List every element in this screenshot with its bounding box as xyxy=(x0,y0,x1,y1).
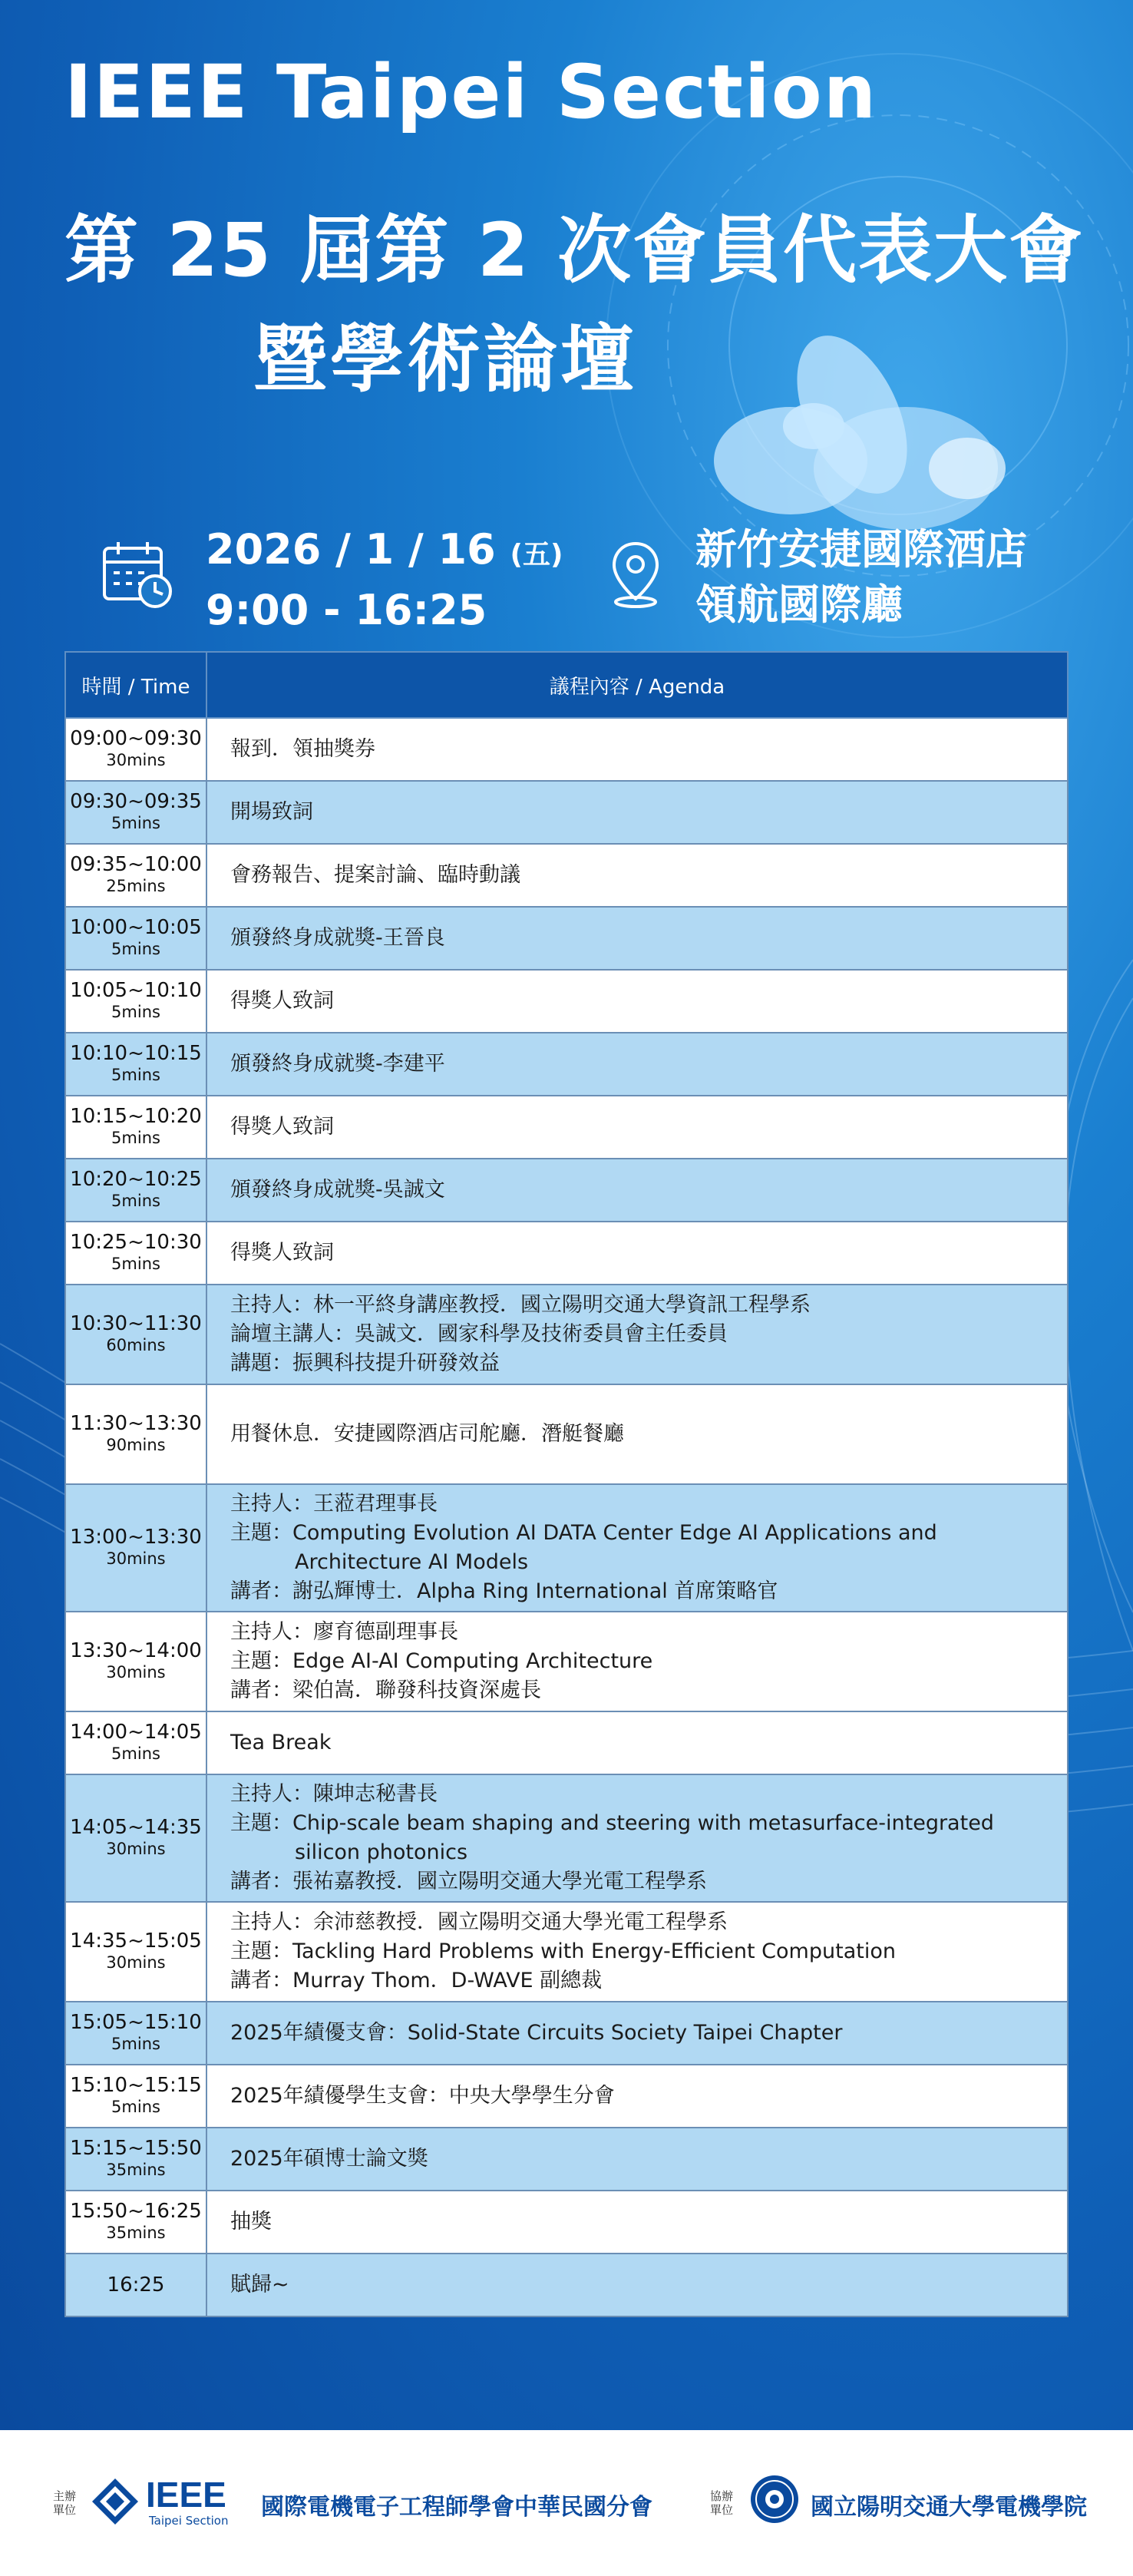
calendar-icon xyxy=(101,539,175,610)
agenda-line: 頒發終身成就獎-吳誠文 xyxy=(230,1178,445,1202)
agenda-time-cell xyxy=(65,1384,206,1484)
duration: 5mins xyxy=(111,1744,160,1763)
duration: 5mins xyxy=(111,1255,160,1273)
duration: 5mins xyxy=(111,814,160,832)
agenda-row xyxy=(65,1612,1068,1711)
agenda-content-cell xyxy=(206,2254,1068,2316)
agenda-line: 會務報告、提案討論、臨時動議 xyxy=(230,863,520,887)
host-organization: 國際電機電子工程師學會中華民國分會 xyxy=(261,2494,652,2521)
agenda-row xyxy=(65,2002,1068,2065)
agenda-time-cell xyxy=(65,1285,206,1384)
agenda-line: 講者：Murray Thom．D-WAVE 副總裁 xyxy=(230,1969,603,1992)
agenda-line: 頒發終身成就獎-李建平 xyxy=(230,1052,445,1076)
title-chinese-line1: 第 25 屆第 2 次會員代表大會 xyxy=(64,207,1085,293)
university-seal-icon xyxy=(749,2474,800,2525)
duration: 5mins xyxy=(111,1129,160,1147)
agenda-time-cell xyxy=(65,907,206,970)
agenda-time-cell xyxy=(65,1774,206,1902)
time-range: 11:30~13:30 xyxy=(70,1412,202,1435)
agenda-row xyxy=(65,1711,1068,1774)
agenda-time-cell xyxy=(65,1096,206,1159)
duration: 90mins xyxy=(106,1436,166,1454)
agenda-row xyxy=(65,1484,1068,1612)
agenda-content-cell xyxy=(206,2065,1068,2128)
time-range: 09:30~09:35 xyxy=(70,790,202,813)
agenda-content-cell xyxy=(206,1484,1068,1612)
time-range: 15:15~15:50 xyxy=(70,2137,202,2160)
agenda-content-cell xyxy=(206,1285,1068,1384)
agenda-content-cell xyxy=(206,1222,1068,1285)
agenda-line: 得獎人致詞 xyxy=(230,989,334,1013)
agenda-line: 主持人：王蒞君理事長 xyxy=(230,1492,438,1516)
agenda-line: 用餐休息．安捷國際酒店司舵廳．潛艇餐廳 xyxy=(230,1422,624,1446)
agenda-time-cell xyxy=(65,2128,206,2191)
event-venue xyxy=(695,522,1027,633)
ieee-subtitle: Taipei Section xyxy=(149,2514,229,2528)
agenda-content-cell xyxy=(206,1612,1068,1711)
agenda-row xyxy=(65,1222,1068,1285)
time-range: 10:05~10:10 xyxy=(70,979,202,1002)
time-range: 14:05~14:35 xyxy=(70,1816,202,1839)
agenda-content-cell xyxy=(206,2002,1068,2065)
agenda-row xyxy=(65,1774,1068,1902)
duration: 30mins xyxy=(106,1953,166,1972)
agenda-line: 主題：Computing Evolution AI DATA Center Edge AI Applications and Architecture AI Models xyxy=(230,1521,937,1574)
agenda-row xyxy=(65,718,1068,781)
agenda-line: 抽獎 xyxy=(230,2210,272,2234)
agenda-row xyxy=(65,2065,1068,2128)
agenda-content-cell xyxy=(206,1902,1068,2002)
agenda-row xyxy=(65,1285,1068,1384)
title-chinese-line2: 暨學術論壇 xyxy=(253,316,637,402)
agenda-row xyxy=(65,1159,1068,1222)
time-range: 09:00~09:30 xyxy=(70,727,202,750)
duration: 25mins xyxy=(106,877,166,895)
agenda-row xyxy=(65,781,1068,844)
venue-line2: 領航國際廳 xyxy=(695,580,903,629)
column-header-time: 時間 / Time xyxy=(65,652,206,718)
agenda-content-cell xyxy=(206,970,1068,1033)
agenda-row xyxy=(65,2191,1068,2254)
duration: 30mins xyxy=(106,1840,166,1858)
venue-line1: 新竹安捷國際酒店 xyxy=(695,525,1027,574)
agenda-content-cell xyxy=(206,907,1068,970)
agenda-line: 講題：振興科技提升研發效益 xyxy=(230,1351,500,1375)
agenda-content-cell xyxy=(206,1711,1068,1774)
agenda-content-cell xyxy=(206,781,1068,844)
agenda-line: 主題：Tackling Hard Problems with Energy-Efficient Computation xyxy=(230,1939,896,1963)
time-range: 13:30~14:00 xyxy=(70,1639,202,1662)
time-range: 15:50~16:25 xyxy=(70,2200,202,2223)
duration: 30mins xyxy=(106,1663,166,1682)
agenda-table xyxy=(64,651,1069,2317)
agenda-line: 得獎人致詞 xyxy=(230,1241,334,1265)
host-label: 主辦單位 xyxy=(52,2489,76,2517)
agenda-content-cell xyxy=(206,1033,1068,1096)
agenda-header-row xyxy=(65,652,1068,718)
time-range: 13:00~13:30 xyxy=(70,1526,202,1549)
agenda-row xyxy=(65,844,1068,907)
duration: 30mins xyxy=(106,1549,166,1568)
time-range: 14:00~14:05 xyxy=(70,1721,202,1744)
agenda-line: Tea Break xyxy=(230,1731,332,1754)
agenda-time-cell xyxy=(65,2065,206,2128)
duration: 5mins xyxy=(111,940,160,958)
duration: 5mins xyxy=(111,2035,160,2053)
agenda-time-cell xyxy=(65,970,206,1033)
co-organizer-label: 協辦單位 xyxy=(709,2489,733,2517)
agenda-row xyxy=(65,1033,1068,1096)
agenda-time-cell xyxy=(65,1159,206,1222)
event-date: 2026 / 1 / 16 xyxy=(206,525,496,574)
agenda-line: 主持人：陳坤志秘書長 xyxy=(230,1782,438,1806)
agenda-time-cell xyxy=(65,1902,206,2002)
agenda-line: 講者：梁伯嵩．聯發科技資深處長 xyxy=(230,1678,541,1702)
agenda-time-cell xyxy=(65,2191,206,2254)
duration: 35mins xyxy=(106,2161,166,2179)
duration: 30mins xyxy=(106,751,166,769)
agenda-line: 主持人：林一平終身講座教授．國立陽明交通大學資訊工程學系 xyxy=(230,1293,811,1317)
duration: 35mins xyxy=(106,2224,166,2242)
agenda-line: 得獎人致詞 xyxy=(230,1115,334,1139)
event-date-time xyxy=(206,522,563,638)
agenda-content-cell xyxy=(206,1159,1068,1222)
agenda-line: 報到．領抽獎券 xyxy=(230,737,375,761)
agenda-content-cell xyxy=(206,718,1068,781)
agenda-time-cell xyxy=(65,1711,206,1774)
agenda-line: 主持人：廖育德副理事長 xyxy=(230,1620,458,1644)
time-range: 10:30~11:30 xyxy=(70,1312,202,1335)
time-range: 15:10~15:15 xyxy=(70,2074,202,2097)
agenda-time-cell xyxy=(65,2002,206,2065)
event-weekday: (五) xyxy=(510,539,563,570)
agenda-content-cell xyxy=(206,2191,1068,2254)
ieee-wordmark: IEEE xyxy=(146,2475,226,2515)
agenda-row xyxy=(65,1384,1068,1484)
time-range: 10:00~10:05 xyxy=(70,916,202,939)
agenda-time-cell xyxy=(65,2254,206,2316)
event-time: 9:00 - 16:25 xyxy=(206,586,487,634)
agenda-time-cell xyxy=(65,718,206,781)
agenda-time-cell xyxy=(65,1612,206,1711)
time-range: 16:25 xyxy=(107,2273,165,2297)
time-range: 09:35~10:00 xyxy=(70,853,202,876)
time-range: 14:35~15:05 xyxy=(70,1930,202,1953)
agenda-row xyxy=(65,1096,1068,1159)
agenda-row xyxy=(65,2254,1068,2316)
agenda-line: 主題：Chip-scale beam shaping and steering with metasurface-integrated silicon photonics xyxy=(230,1811,994,1864)
agenda-time-cell xyxy=(65,1033,206,1096)
column-header-agenda: 議程內容 / Agenda xyxy=(206,652,1068,718)
agenda-body xyxy=(65,718,1068,2316)
agenda-content-cell xyxy=(206,1774,1068,1902)
agenda-line: 2025年績優支會：Solid-State Circuits Society Taipei Chapter xyxy=(230,2021,843,2045)
agenda-line: 主題：Edge AI-AI Computing Architecture xyxy=(230,1649,653,1673)
agenda-time-cell xyxy=(65,781,206,844)
location-pin-icon xyxy=(605,539,666,610)
agenda-line: 頒發終身成就獎-王晉良 xyxy=(230,926,445,950)
time-range: 10:25~10:30 xyxy=(70,1231,202,1254)
agenda-line: 論壇主講人：吳誠文．國家科學及技術委員會主任委員 xyxy=(230,1322,728,1346)
ieee-logo-icon xyxy=(91,2477,140,2526)
agenda-time-cell xyxy=(65,1484,206,1612)
agenda-row xyxy=(65,2128,1068,2191)
agenda-line: 2025年碩博士論文獎 xyxy=(230,2147,428,2171)
agenda-line: 賦歸~ xyxy=(230,2273,289,2297)
time-range: 10:20~10:25 xyxy=(70,1168,202,1191)
time-range: 10:15~10:20 xyxy=(70,1105,202,1128)
duration: 60mins xyxy=(106,1336,166,1354)
time-range: 15:05~15:10 xyxy=(70,2011,202,2034)
agenda-content-cell xyxy=(206,844,1068,907)
agenda-time-cell xyxy=(65,1222,206,1285)
co-organizer-organization: 國立陽明交通大學電機學院 xyxy=(811,2494,1087,2521)
agenda-line: 2025年績優學生支會：中央大學學生分會 xyxy=(230,2084,615,2108)
agenda-line: 講者：張祐嘉教授．國立陽明交通大學光電工程學系 xyxy=(230,1870,707,1893)
agenda-content-cell xyxy=(206,1096,1068,1159)
agenda-line: 講者：謝弘輝博士．Alpha Ring International 首席策略官 xyxy=(230,1579,778,1603)
duration: 5mins xyxy=(111,1003,160,1021)
agenda-row xyxy=(65,970,1068,1033)
agenda-row xyxy=(65,1902,1068,2002)
agenda-content-cell xyxy=(206,2128,1068,2191)
duration: 5mins xyxy=(111,2098,160,2116)
agenda-line: 主持人：余沛慈教授．國立陽明交通大學光電工程學系 xyxy=(230,1910,728,1934)
duration: 5mins xyxy=(111,1066,160,1084)
agenda-time-cell xyxy=(65,844,206,907)
agenda-line: 開場致詞 xyxy=(230,800,313,824)
time-range: 10:10~10:15 xyxy=(70,1042,202,1065)
duration: 5mins xyxy=(111,1192,160,1210)
agenda-row xyxy=(65,907,1068,970)
agenda-content-cell xyxy=(206,1384,1068,1484)
title-english: IEEE Taipei Section xyxy=(64,49,878,135)
